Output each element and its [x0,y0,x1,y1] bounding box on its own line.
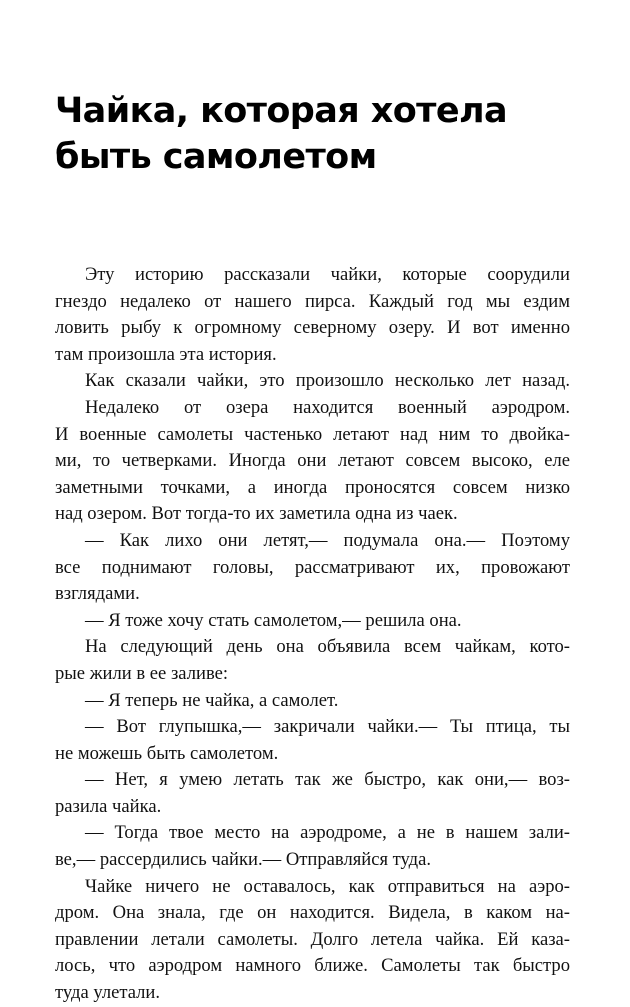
text-line: лось, что аэродром намного ближе. Самолеты так быстро [55,955,570,977]
text-line: Чайке ничего не оставалось, как отправиться на аэро- [85,875,570,897]
text-line: — Вот глупышка,— закричали чайки.— Ты птица, ты [85,716,570,738]
body-text [55,262,570,1007]
text-line: Как сказали чайки, это произошло несколько лет назад. [85,370,570,392]
text-line: ве,— рассердились чайки.— Отправляйся туда. [55,849,432,871]
text-line: там произошла эта история. [55,343,277,365]
text-line: Эту историю рассказали чайки, которые соорудили [85,264,570,285]
text-line: — Я тоже хочу стать самолетом,— решила она. [85,609,462,631]
text-line: гнездо недалеко от нашего пирса. Каждый год мы ездим [55,290,570,312]
text-line: над озером. Вот тогда-то их заметила одна из чаек. [55,503,458,525]
text-line: разила чайка. [55,795,162,817]
text-line: И военные самолеты частенько летают над ним то двойка- [55,423,570,445]
text-line: — Я теперь не чайка, а самолет. [85,689,339,711]
text-line: туда улетали. [55,982,161,1004]
text-line: не можешь быть самолетом. [55,742,279,764]
text-line: заметными точками, а иногда проносятся совсем низко [55,476,570,498]
text-line: — Нет, я умею летать так же быстро, как они,— воз- [85,769,570,791]
text-line: ловить рыбу к огромному северному озеру. И вот именно [55,317,570,339]
text-line: На следующий день она объявила всем чайкам, кото- [85,636,570,658]
text-line: взглядами. [55,583,140,605]
text-line: — Как лихо они летят,— подумала она.— Поэтому [85,529,570,551]
text-line: дром. Она знала, где он находится. Видела, в каком на- [55,902,570,924]
text-line: все поднимают головы, рассматривают их, провожают [55,556,570,578]
title-line: быть самолетом [55,137,377,177]
text-line: рые жили в ее заливе: [55,662,229,684]
text-line: ми, то четверками. Иногда они летают совсем высоко, еле [55,450,570,472]
text-line: — Тогда твое место на аэродроме, а не в нашем зали- [85,822,570,844]
chapter-title [55,88,575,180]
text-line: Недалеко от озера находится военный аэродром. [85,396,570,418]
title-line: Чайка, которая хотела [55,91,508,131]
text-line: правлении летали самолеты. Долго летела чайка. Ей каза- [55,928,570,950]
